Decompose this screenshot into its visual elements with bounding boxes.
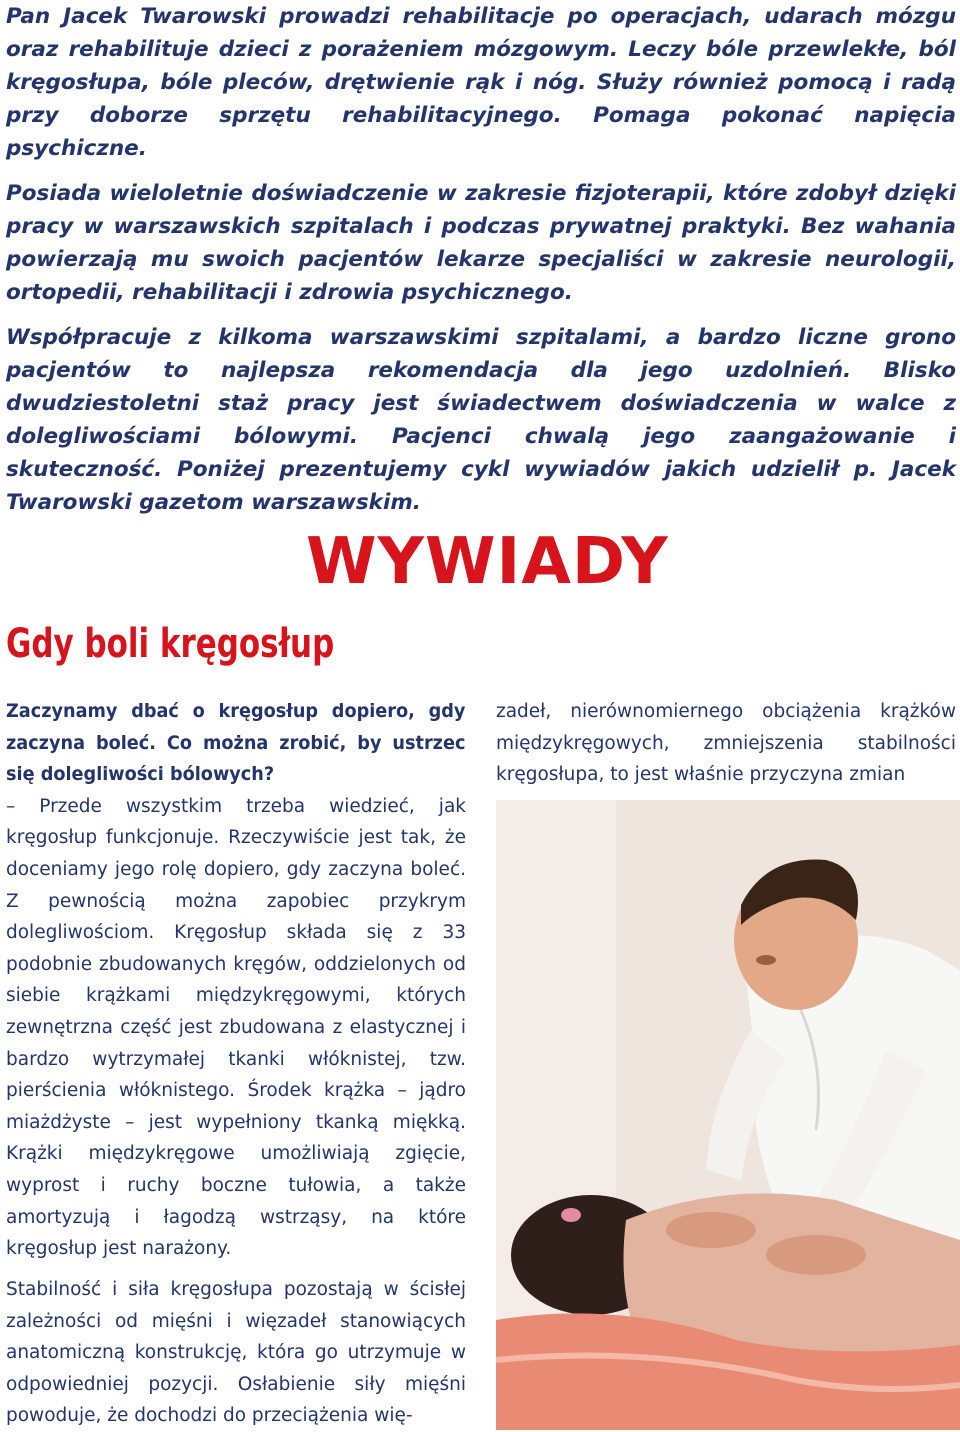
photo-illustration bbox=[496, 800, 960, 1430]
article-left-bottom: Stabilność i siła kręgosłupa pozostają w ścisłej zależności od mięśni i więzadeł stanowiących anatomiczną konstrukcję, która go utrzymuje w odpowiedniej pozycji. Osłabienie siły mięśni powoduje, że dochodzi do przeciążenia wię- bbox=[6, 1279, 466, 1427]
article-title: Gdy boli kręgosłup bbox=[6, 621, 335, 667]
intro-paragraph-1: Pan Jacek Twarowski prowadzi rehabilitacje po operacjach, udarach mózgu oraz rehabilituje dzieci z porażeniem mózgowym. Leczy bóle przewlekłe, ból kręgosłupa, bóle pleców, drętwienie rąk i nóg. Służy również pomocą i radą przy doborze sprzętu rehabilitacyjnego. Pomaga pokonać napięcia psychiczne. bbox=[6, 4, 956, 161]
intro-text bbox=[6, 0, 956, 531]
intro-paragraph-2: Posiada wieloletnie doświadczenie w zakresie fizjoterapii, które zdobył dzięki pracy w warszawskich szpitalach i podczas prywatnej praktyki. Bez wahania powierzają mu swoich pacjentów lekarze specjaliści w zakresie neurologii, ortopedii, rehabilitacji i zdrowia psychicznego. bbox=[6, 181, 956, 305]
article-right-column: zadeł, nierównomiernego obciążenia krążków międzykręgowych, zmniejszenia stabilności kręgosłupa, to jest właśnie przyczyna zmian bbox=[496, 701, 956, 786]
section-heading: WYWIADY bbox=[306, 525, 669, 599]
article-answer: – Przede wszystkim trzeba wiedzieć, jak kręgosłup funkcjonuje. Rzeczywiście jest tak, że doceniamy jego rolę dopiero, gdy zaczyna boleć. Z pewnością można zapobiec przykrym dolegliwościom. Kręgosłup składa się z 33 podobnie zbudowanych kręgów, oddzielonych od siebie krążkami międzykręgowymi, których zewnętrzna część jest zbudowana z elastycznej i bardzo wytrzymałej tkanki włóknistej, tzw. pierścienia włóknistego. Środek krążka – jądro miażdżyste – jest wypełniony tkanką miękką. Krążki międzykręgowe umożliwiają zgięcie, wyprost i ruchy boczne tułowia, a także amortyzują i łagodzą wstrząsy, na które kręgosłup jest narażony. bbox=[6, 795, 466, 1260]
massage-photo bbox=[496, 800, 960, 1430]
article-left-column bbox=[6, 696, 466, 1265]
intro-paragraph-3: Współpracuje z kilkoma warszawskimi szpitalami, a bardzo liczne grono pacjentów to najlepsza rekomendacja dla jego uzdolnień. Blisko dwudziestoletni staż pracy jest świadectwem doświadczenia w walce z dolegliwościami bólowymi. Pacjenci chwalą jego zaangażowanie i skuteczność. Poniżej prezentujemy cykl wywiadów jakich udzielił p. Jacek Twarowski gazetom warszawskim. bbox=[6, 325, 956, 515]
article-question: Zaczynamy dbać o kręgosłup dopiero, gdy zaczyna boleć. Co można zrobić, by ustrzec się dolegliwości bólowych? bbox=[6, 700, 466, 786]
